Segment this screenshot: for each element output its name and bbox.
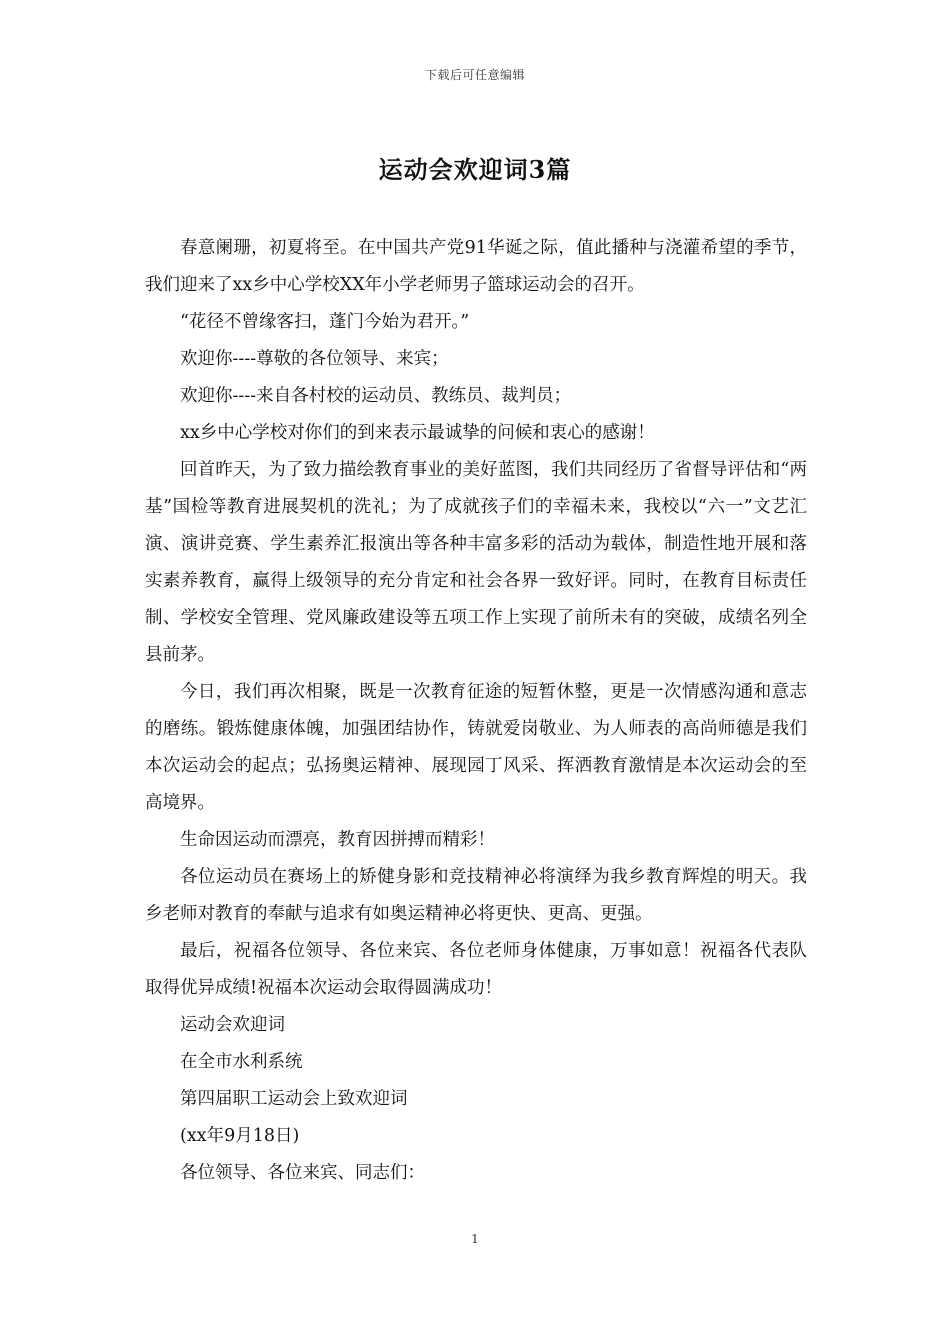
paragraph: 春意阑珊，初夏将至。在中国共产党91华诞之际，值此播种与浇灌希望的季节，我们迎来了xx乡中心学校XX年小学老师男子篮球运动会的召开。 (145, 238, 807, 295)
paragraph: (xx年9月18日) (180, 1126, 300, 1146)
header-note: 下载后可任意编辑 (424, 68, 525, 82)
paragraph: 第四届职工运动会上致欢迎词 (180, 1089, 408, 1109)
paragraph: 生命因运动而漂亮，教育因拼搏而精彩！ (180, 830, 495, 850)
document-body (145, 230, 807, 1192)
paragraph: 运动会欢迎词 (180, 1015, 285, 1035)
page-number: 1 (471, 1232, 479, 1246)
paragraph: 欢迎你----来自各村校的运动员、教练员、裁判员； (180, 386, 572, 406)
paragraph: xx乡中心学校对你们的到来表示最诚挚的问候和衷心的感谢！ (180, 423, 655, 443)
paragraph: 各位领导、各位来宾、同志们： (180, 1163, 425, 1183)
paragraph: 各位运动员在赛场上的矫健身影和竞技精神必将演绎为我乡教育辉煌的明天。我乡老师对教育的奉献与追求有如奥运精神必将更快、更高、更强。 (145, 867, 807, 924)
document-title: 运动会欢迎词3篇 (378, 155, 572, 184)
paragraph: 最后，祝福各位领导、各位来宾、各位老师身体健康，万事如意！祝福各代表队取得优异成绩!祝福本次运动会取得圆满成功！ (145, 941, 807, 998)
paragraph: “花径不曾缘客扫，蓬门今始为君开。” (180, 312, 470, 332)
paragraph: 今日，我们再次相聚，既是一次教育征途的短暂休整，更是一次情感沟通和意志的磨练。锻炼健康体魄，加强团结协作，铸就爱岗敬业、为人师表的高尚师德是我们本次运动会的起点；弘扬奥运精神、展现园丁风采、挥洒教育激情是本次运动会的至高境界。 (145, 682, 807, 813)
paragraph: 回首昨天，为了致力描绘教育事业的美好蓝图，我们共同经历了省督导评估和“两基”国检等教育进展契机的洗礼；为了成就孩子们的幸福未来，我校以“六一”文艺汇演、演讲竞赛、学生素养汇报演出等各种丰富多彩的活动为载体，制造性地开展和落实素养教育，赢得上级领导的充分肯定和社会各界一致好评。同时，在教育目标责任制、学校安全管理、党风廉政建设等五项工作上实现了前所未有的突破，成绩名列全县前茅。 (145, 460, 807, 665)
paragraph: 在全市水利系统 (180, 1052, 303, 1072)
paragraph: 欢迎你----尊敬的各位领导、来宾； (180, 349, 449, 369)
